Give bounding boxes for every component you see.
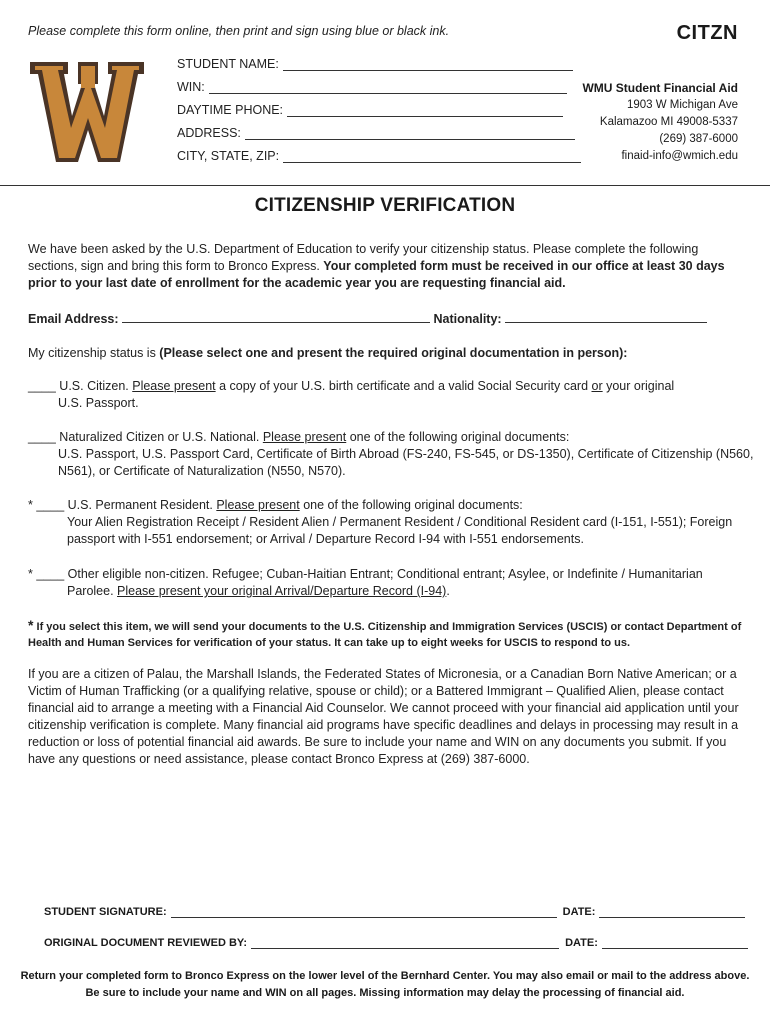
please-present: Please present — [216, 498, 300, 512]
closing-paragraph: If you are a citizen of Palau, the Marshall Islands, the Federated States of Micronesia, or a Canadian Born Native American; or a Victim of Human Trafficking (or a qualifying relative, spouse or child); or a Battered Immigrant – Qualified Alien, please contact financial aid to arrange a meeting with a Financial Aid Counselor. We cannot proceed with your financial aid application until your citizenship verification is complete. Many financial aid programs have specific deadlines and delays in processing may result in a reduction or loss of potential financial aid awards. Be sure to include your name and WIN on any documents you submit. If you have any questions or need assistance, please contact Bronco Express at (269) 387-6000. — [28, 667, 739, 766]
asterisk: * — [28, 498, 33, 512]
option-lead: U.S. Citizen. — [55, 379, 133, 393]
win-label: WIN: — [177, 80, 205, 94]
option-permanent-resident[interactable] — [28, 497, 740, 548]
wmu-logo — [28, 60, 146, 164]
student-signature-label: STUDENT SIGNATURE: — [44, 906, 167, 918]
option-line-2: U.S. Passport, U.S. Passport Card, Certificate of Birth Abroad (FS-240, FS-545, or DS-1350), Certificate of Citizenship (N560, — [58, 447, 754, 461]
intro-paragraph — [28, 241, 740, 292]
uscis-note — [28, 617, 740, 651]
email-label: Email Address: — [28, 312, 119, 326]
win-field[interactable] — [177, 80, 567, 94]
form-instruction: Please complete this form online, then print and sign using blue or black ink. — [28, 24, 450, 38]
office-name: WMU Student Financial Aid — [582, 81, 738, 95]
daytime-phone-label: DAYTIME PHONE: — [177, 103, 284, 117]
student-signature-field[interactable] — [171, 907, 557, 918]
option-blank[interactable]: ____ — [36, 498, 65, 512]
address-field[interactable] — [177, 126, 575, 140]
form-code: CITZN — [676, 22, 738, 44]
student-name-line[interactable] — [283, 59, 573, 71]
office-city: Kalamazoo MI 49008-5337 — [599, 116, 738, 128]
asterisk: * — [28, 617, 34, 633]
nationality-label: Nationality: — [433, 312, 502, 326]
option-text: one of the following original documents: — [299, 498, 523, 512]
option-text: a copy of your U.S. birth certificate and a valid Social Security card — [215, 379, 592, 393]
status-prompt-text: My citizenship status is — [28, 346, 160, 360]
status-prompt-bold: (Please select one and present the required original documentation in person): — [159, 346, 628, 360]
option-blank[interactable]: ____ — [36, 567, 65, 581]
option-blank[interactable]: ____ — [28, 430, 56, 444]
email-field[interactable] — [122, 312, 430, 323]
option-line-2-end: . — [446, 584, 450, 598]
option-line-2: U.S. Passport. — [58, 396, 139, 410]
footer-line-1: Return your completed form to Bronco Express on the lower level of the Bernhard Center. You may also email or mail to the address above. — [20, 970, 750, 982]
office-street: 1903 W Michigan Ave — [626, 99, 738, 111]
option-line-2-lead: Parolee. — [67, 584, 118, 598]
header-divider — [0, 185, 770, 186]
option-lead: U.S. Permanent Resident. — [64, 498, 217, 512]
office-phone: (269) 387-6000 — [659, 133, 738, 145]
city-state-zip-label: CITY, STATE, ZIP: — [177, 149, 280, 163]
email-nationality-row — [28, 311, 740, 328]
address-label: ADDRESS: — [177, 126, 241, 140]
date-label: DATE: — [565, 937, 598, 949]
office-email[interactable]: finaid-info@wmich.edu — [621, 150, 738, 162]
address-line[interactable] — [245, 128, 575, 140]
option-other-non-citizen[interactable] — [28, 566, 740, 600]
daytime-phone-line[interactable] — [287, 105, 563, 117]
student-signature-row — [44, 906, 745, 918]
footer-line-2: Be sure to include your name and WIN on all pages. Missing information may delay the processing of financial aid. — [85, 987, 685, 999]
uscis-note-line-1: If you select this item, we will send your documents to the U.S. Citizenship and Immigration Services (USCIS) or contact Department of — [33, 621, 742, 633]
option-line-3: N561), or Certificate of Naturalization (N550, N570). — [58, 464, 346, 478]
city-state-zip-line[interactable] — [283, 151, 581, 163]
student-name-label: STUDENT NAME: — [177, 57, 279, 71]
option-text-end: your original — [602, 379, 675, 393]
option-text: one of the following original documents: — [346, 430, 570, 444]
nationality-field[interactable] — [505, 312, 707, 323]
option-blank[interactable]: ____ — [28, 379, 56, 393]
option-line-3: passport with I-551 endorsement; or Arrival / Departure Record I-94 with I-551 endorsements. — [67, 532, 584, 546]
option-lead: Naturalized Citizen or U.S. National. — [55, 430, 263, 444]
intro-deadline: Your completed form must be received in our office at least 30 days prior to your last date of enrollment for the academic year you are requesting financial aid. — [28, 259, 725, 290]
please-present: Please present — [132, 379, 216, 393]
reviewed-by-label: ORIGINAL DOCUMENT REVIEWED BY: — [44, 937, 248, 949]
page-title: CITIZENSHIP VERIFICATION — [254, 195, 516, 216]
asterisk: * — [28, 567, 33, 581]
student-name-field[interactable] — [177, 57, 573, 71]
daytime-phone-field[interactable] — [177, 103, 563, 117]
city-state-zip-field[interactable] — [177, 149, 581, 163]
or-word: or — [591, 379, 603, 393]
status-prompt — [28, 345, 740, 362]
please-present: Please present your original Arrival/Departure Record (I-94) — [117, 584, 447, 598]
office-address — [582, 80, 738, 165]
win-line[interactable] — [209, 82, 567, 94]
reviewed-date-field[interactable] — [602, 938, 748, 949]
option-us-citizen[interactable] — [28, 378, 740, 412]
option-lead: Other eligible non-citizen. Refugee; Cuban-Haitian Entrant; Conditional entrant; Asylee, or Indefinite / Humanitarian — [64, 567, 703, 581]
uscis-note-line-2: Health and Human Services for verification of your status. It can take up to eight weeks for USCIS to respond to us. — [28, 637, 631, 649]
reviewed-by-field[interactable] — [251, 938, 559, 949]
option-naturalized-citizen[interactable] — [28, 429, 754, 480]
reviewed-by-row — [44, 937, 748, 949]
intro-text: We have been asked by the U.S. Department of Education to verify your citizenship status. Please complete the following sections, sign and bring this form to Bronco Express. — [28, 242, 699, 273]
date-label: DATE: — [562, 906, 596, 918]
option-line-2: Your Alien Registration Receipt / Resident Alien / Permanent Resident / Conditional Resident card (I-151, I-551); Foreign — [67, 515, 733, 529]
student-date-field[interactable] — [599, 907, 745, 918]
please-present: Please present — [262, 430, 347, 444]
